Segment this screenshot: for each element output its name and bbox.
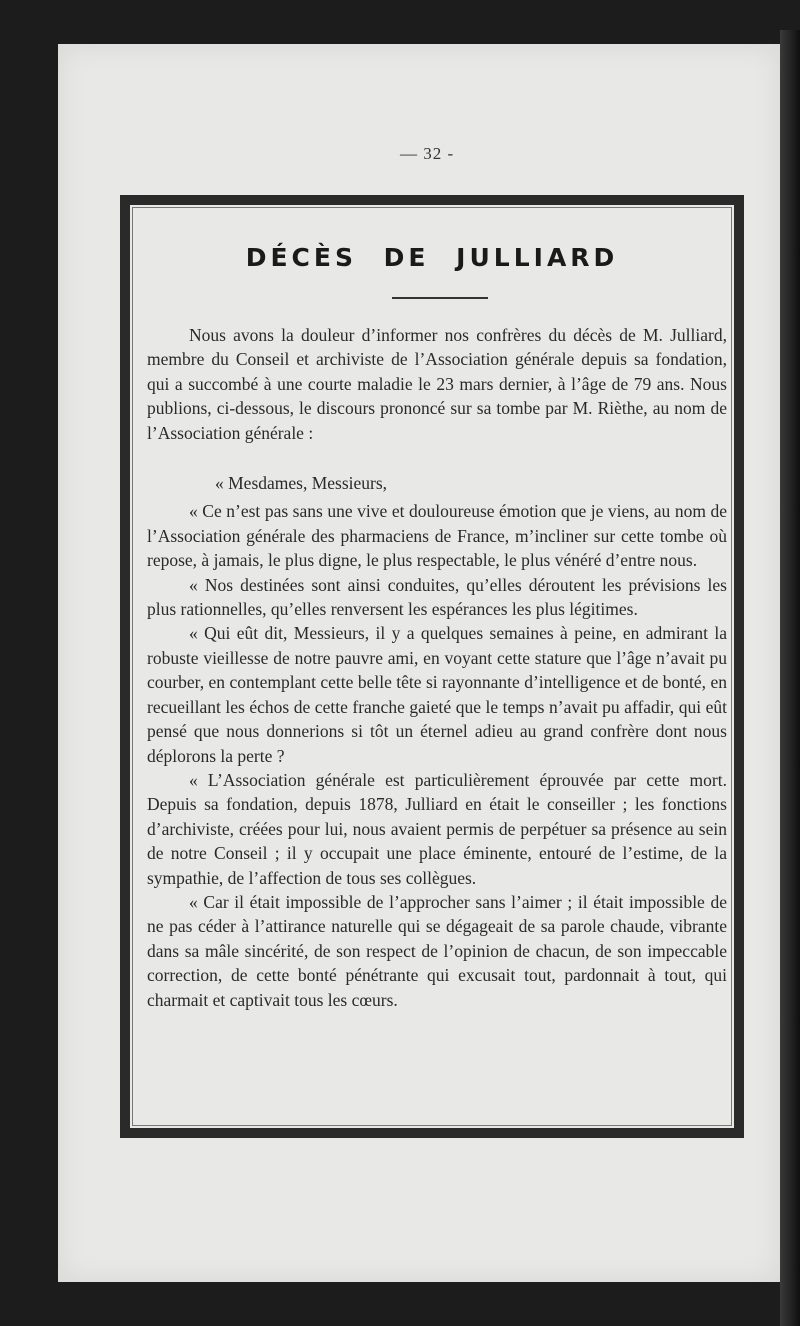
page-number: — 32 - xyxy=(400,144,455,163)
speech-paragraph: « Car il était impossible de l’approcher sans l’aimer ; il était impossible de ne pas céder à l’attirance naturelle qui se dégageait de sa parole chaude, vibrante dans sa mâle sincérité, de son respect de l’opinion de chacun, de son impeccable correction, de cette bonté pénétrante qui excusait tout, pardonnait à tout, qui charmait et captivait tous les cœurs. xyxy=(147,891,727,1010)
speech-paragraph: « Nos destinées sont ainsi conduites, qu’elles déroutent les prévisions les plus rationnelles, qu’elles renversent les espérances les plus légitimes. xyxy=(147,574,727,620)
notice-title: DÉCÈS DE JULLIARD xyxy=(245,243,619,272)
speech-paragraph: « Ce n’est pas sans une vive et douloureuse émotion que je viens, au nom de l’Association générale des pharmaciens de France, m’incliner sur cette tombe où repose, à jamais, le plus digne, le plus respectable, le plus vénéré d’entre nous. xyxy=(147,501,727,571)
intro-paragraph: Nous avons la douleur d’informer nos confrères du décès de M. Julliard, membre du Conseil et archiviste de l’Association générale depuis sa fondation, qui a succombé à une courte maladie le 23 mars dernier, à l’âge de 79 ans. Nous publions, ci-dessous, le discours prononcé sur sa tombe par M. Rièthe, au nom de l’Association générale : xyxy=(147,325,727,443)
speech-salutation: « Mesdames, Messieurs, xyxy=(215,473,388,494)
book-spine-edge xyxy=(780,30,800,1326)
speech-paragraph: « Qui eût dit, Messieurs, il y a quelques semaines à peine, en admirant la robuste vieillesse de notre pauvre ami, en voyant cette stature que l’âge n’avait pu courber, en contemplant cette belle tête si rayonnante d’intelligence et de bonté, en recueillant les échos de cette franche gaieté que le temps n’avait pu affadir, qui eût pensé que nous donnerions si tôt un éternel adieu au grand confrère dont nous déplorons la perte ? xyxy=(147,623,727,766)
notice-body xyxy=(147,323,727,1012)
title-divider xyxy=(392,297,488,299)
speech-paragraph: « L’Association générale est particulièrement éprouvée par cette mort. Depuis sa fondation, depuis 1878, Julliard en était le conseiller ; les fonctions d’archiviste, créées pour lui, nous avaient permis de perpétuer sa présence au sein de notre Conseil ; il y occupait une place éminente, entouré de l’estime, de la sympathie, de l’affection de tous ses collègues. xyxy=(147,769,727,888)
mourning-frame xyxy=(120,195,744,1138)
